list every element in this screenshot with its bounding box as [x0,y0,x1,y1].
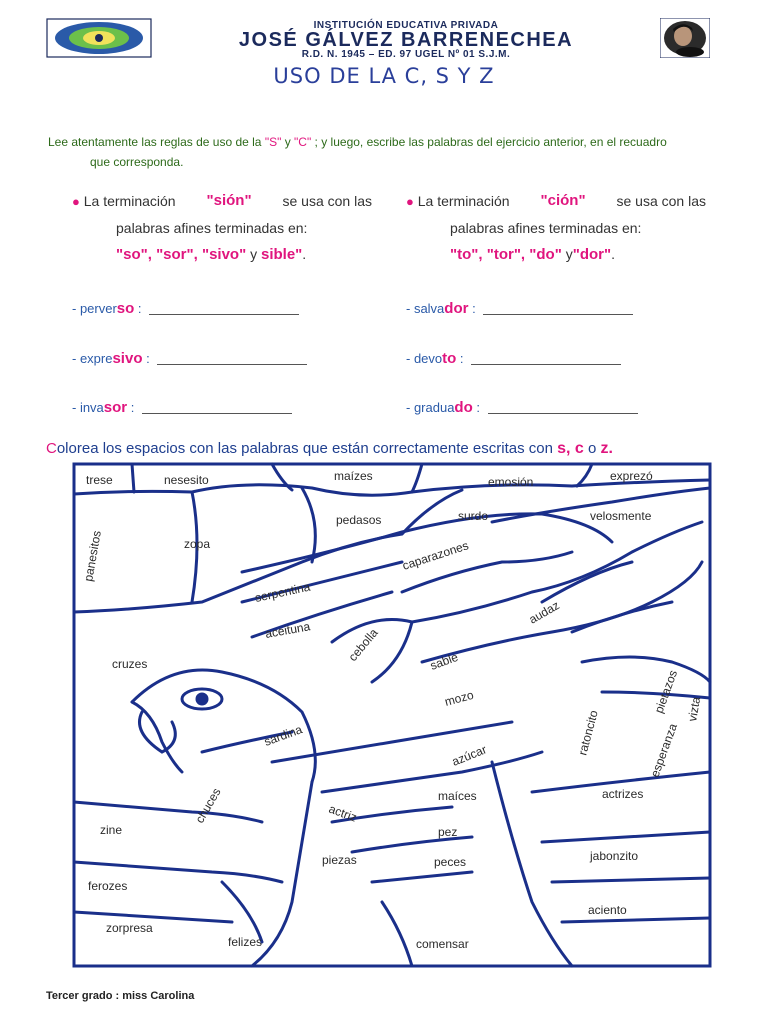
answer-blank[interactable] [471,354,621,365]
exercise-item [72,300,299,317]
letter-s: "S" [264,135,282,149]
portrait-icon [660,18,710,58]
rule-text: . [611,246,615,262]
coloring-instruction [46,440,613,458]
picture-word: pedasos [336,513,382,527]
picture-word: serpentina [253,579,312,605]
picture-word: vizta [685,695,704,723]
rule-text: . [302,246,307,262]
picture-word: sardina [262,722,305,749]
picture-word: ratoncito [575,708,601,757]
rule-endings: "so", "sor", "sivo" [116,246,247,263]
school-name: JOSÉ GÁLVEZ BARRENECHEA [238,29,574,51]
exercise-item [72,350,307,367]
picture-word: felizes [228,935,263,949]
word-suffix: to [442,350,457,367]
school-logo-icon [46,18,152,58]
picture-word: jabonzito [590,849,639,863]
rule-text: La terminación [417,193,510,209]
header-text [152,18,660,58]
picture-word: comensar [416,937,469,951]
word-suffix: sor [103,399,128,416]
picture-word: maízes [334,469,373,483]
word-stem: - gradua [406,400,455,415]
exercise-item [406,350,621,367]
word-stem: - salva [406,301,445,316]
picture-word: maíces [438,789,477,803]
colon: : [468,301,480,316]
word-stem: - devo [406,351,443,366]
coloring-picture [72,462,712,968]
rule-text: y [246,246,261,262]
colon: : [134,301,146,316]
exercise-item [72,399,292,416]
picture-word: chuces [192,785,224,826]
rule-sion [72,188,372,268]
instruction-part: Lee atentamente las reglas de uso de la [48,135,265,149]
picture-word: actrizes [602,787,644,801]
colon: : [142,351,154,366]
colon: : [456,351,468,366]
instruction-part: que corresponda. [90,155,184,169]
rule-suffix: "sión" [206,192,252,209]
word-suffix: dor [444,300,469,317]
picture-word: zine [100,823,123,837]
rule-text: palabras afines terminadas en: [116,220,308,236]
school-registration: R.D. N. 1945 – ED. 97 UGEL Nº 01 S.J.M. [301,49,511,60]
picture-word: ferozes [88,879,128,893]
exercise-item [406,300,633,317]
answer-blank[interactable] [149,304,299,315]
answer-blank[interactable] [483,304,633,315]
picture-word: pietazos [651,668,681,716]
picture-word: trese [86,473,113,487]
bullet-icon: ● [72,194,80,209]
picture-word: audaz [526,598,562,627]
exercise-item [406,399,638,416]
footer-text: Tercer grado : miss Carolina [46,990,195,1002]
picture-word: caparazones [400,538,471,573]
coloring-letters: z. [600,440,613,457]
picture-word: cebolla [345,625,381,664]
word-suffix: sivo [112,350,143,367]
word-stem: - expre [72,351,113,366]
coloring-letters: s, c [557,440,584,457]
colon: : [472,400,484,415]
picture-word: mozo [443,687,476,709]
school-header [46,18,710,58]
picture-word: peces [434,855,467,869]
picture-word: actriz [326,801,359,825]
institution-type: INSTITUCIÓN EDUCATIVA PRIVADA [313,20,499,31]
picture-word: aceituna [264,619,312,641]
picture-word: exprezó [610,469,653,483]
instruction-text [48,132,748,172]
answer-blank[interactable] [142,403,292,414]
picture-word: velosmente [590,509,652,523]
picture-word: zopa [184,537,211,551]
rule-text: se usa con las [616,193,706,209]
picture-word: panesitos [81,529,104,583]
rule-text: palabras afines terminadas en: [450,220,642,236]
rule-text: La terminación [83,193,176,209]
bullet-icon: ● [406,194,414,209]
rule-endings: "dor" [572,246,612,263]
picture-word: azúcar [449,742,489,769]
rule-cion [406,188,706,268]
rule-endings: sible" [260,246,303,263]
picture-word: piezas [322,853,357,867]
rule-text: y [561,246,573,262]
page-title: USO DE LA C, S Y Z [273,64,495,88]
instruction-part: ; y luego, escribe las palabras del ejercicio anterior, en el recuadro [311,135,667,149]
picture-word: cruzes [112,657,148,671]
word-stem: - perver [72,301,117,316]
coloring-text: olorea los espacios con las palabras que están correctamente escritas con [56,440,558,457]
picture-word: esperanza [647,721,680,780]
rule-text: se usa con las [282,193,372,209]
answer-blank[interactable] [157,354,307,365]
picture-word: sable [428,649,460,673]
coloring-text: C [46,440,57,457]
picture-word: zorpresa [106,921,153,935]
rule-endings: "to", "tor", "do" [450,246,562,263]
picture-word: emosión [488,475,534,489]
word-suffix: so [116,300,135,317]
word-stem: - inva [72,400,104,415]
picture-word: pez [438,825,458,839]
colon: : [127,400,138,415]
letter-c: "C" [294,135,312,149]
rule-suffix: "ción" [540,192,586,209]
coloring-text: o [583,440,601,457]
answer-blank[interactable] [488,403,638,414]
word-suffix: do [454,399,473,416]
picture-word: aciento [588,903,627,917]
picture-word: nesesito [164,473,209,487]
picture-word: surdo [458,509,489,523]
instruction-part: y [281,135,295,149]
